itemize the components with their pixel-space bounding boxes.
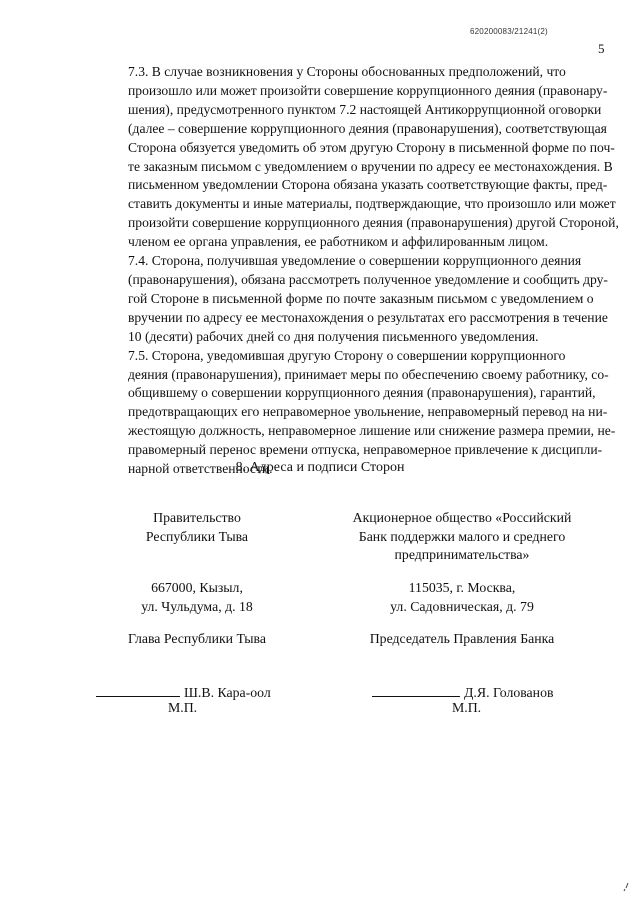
paragraph-7-3: [88, 63, 619, 252]
document-code: 620200083/21241(2): [470, 27, 548, 36]
left-signature-block: [96, 683, 271, 701]
left-party-position: Глава Республики Тыва: [128, 631, 266, 646]
text-line: жестоящую должность, неправомерное лишение или снижение размера премии, не-: [128, 423, 616, 439]
paragraph-7-4: [88, 252, 608, 347]
text-line: предотвращающих его неправомерное увольнение, неправомерный перевод на ни-: [128, 404, 608, 420]
text-line: произошло или может произойти совершение коррупционного деяния (правонару-: [128, 82, 608, 98]
name-line: Акционерное общество «Российский: [352, 510, 572, 525]
name-line: Банк поддержки малого и среднего: [358, 528, 566, 544]
text-line: общившему о совершении коррупционного деяния (правонарушения), гарантий,: [128, 385, 596, 401]
left-party-name: [88, 509, 306, 546]
section-title: 8. Адреса и подписи Сторон: [235, 460, 405, 475]
left-signatory-name: Ш.В. Кара-оол: [184, 685, 271, 700]
text-line: произойти совершение коррупционного деяния (правонарушения) другой Стороной,: [128, 215, 619, 231]
page-number: 5: [598, 41, 605, 56]
text-line: (правонарушения), обязана рассмотреть полученное уведомление и сообщить дру-: [128, 271, 608, 287]
text-line: 10 (десяти) рабочих дней со дня получения письменного уведомления.: [128, 328, 539, 344]
text-line: деяния (правонарушения), принимает меры по обеспечению своему работнику, со-: [128, 366, 609, 382]
text-line: гой Стороне в письменной форме по почте заказным письмом с уведомлением о: [128, 290, 594, 306]
text-line: членом ее органа управления, ее работником и аффилированным лицом.: [128, 234, 549, 250]
text-line: те заказным письмом с уведомлением о вручении по адресу ее местонахождения. В: [128, 158, 613, 174]
text-line: правомерный перенос времени отпуска, неправомерное привлечение к дисципли-: [128, 442, 603, 458]
address-line: ул. Садовническая, д. 79: [390, 598, 534, 614]
text-line: 7.5. Сторона, уведомившая другую Сторону о совершении коррупционного: [128, 347, 566, 363]
right-signature-block: [372, 683, 553, 701]
address-line: 115035, г. Москва,: [408, 580, 516, 595]
right-party-address: [316, 579, 608, 616]
right-stamp-place: М.П.: [452, 700, 482, 715]
address-line: 667000, Кызыл,: [151, 580, 243, 595]
text-line: ставить документы и иные материалы, подтверждающие, что произошло или может: [128, 196, 616, 212]
text-line: 7.4. Сторона, получившая уведомление о совершении коррупционного деяния: [128, 253, 582, 269]
contract-body: [88, 63, 619, 479]
address-line: ул. Чульдума, д. 18: [141, 598, 253, 614]
right-signatory-name: Д.Я. Голованов: [464, 685, 554, 700]
left-party-address: [88, 579, 306, 616]
right-party-position: Председатель Правления Банка: [369, 631, 555, 646]
text-line: 7.3. В случае возникновения у Стороны обоснованных предположений, что: [128, 64, 566, 79]
right-party-name: [316, 509, 608, 565]
name-line: предпринимательства»: [394, 547, 530, 562]
text-line: вручении по адресу ее местонахождения о результатах его рассмотрения в течение: [128, 309, 608, 325]
text-line: (далее – совершение коррупционного деяния (правонарушения), соответствующая: [128, 120, 607, 136]
name-line: Республики Тыва: [145, 528, 249, 544]
text-line: нарной ответственности.: [128, 461, 273, 477]
name-line: Правительство: [153, 510, 241, 525]
text-line: письменном уведомлении Сторона обязана указать соответствующие факты, пред-: [128, 177, 608, 193]
signature-line: [372, 683, 460, 697]
text-line: Сторона обязуется уведомить об этом другую Сторону в письменной форме по поч-: [128, 139, 615, 155]
scan-mark-icon: [622, 882, 630, 892]
signature-line: [96, 683, 180, 697]
left-stamp-place: М.П.: [168, 700, 198, 715]
text-line: шения), предусмотренного пунктом 7.2 настоящей Антикоррупционной оговорки: [128, 101, 602, 117]
